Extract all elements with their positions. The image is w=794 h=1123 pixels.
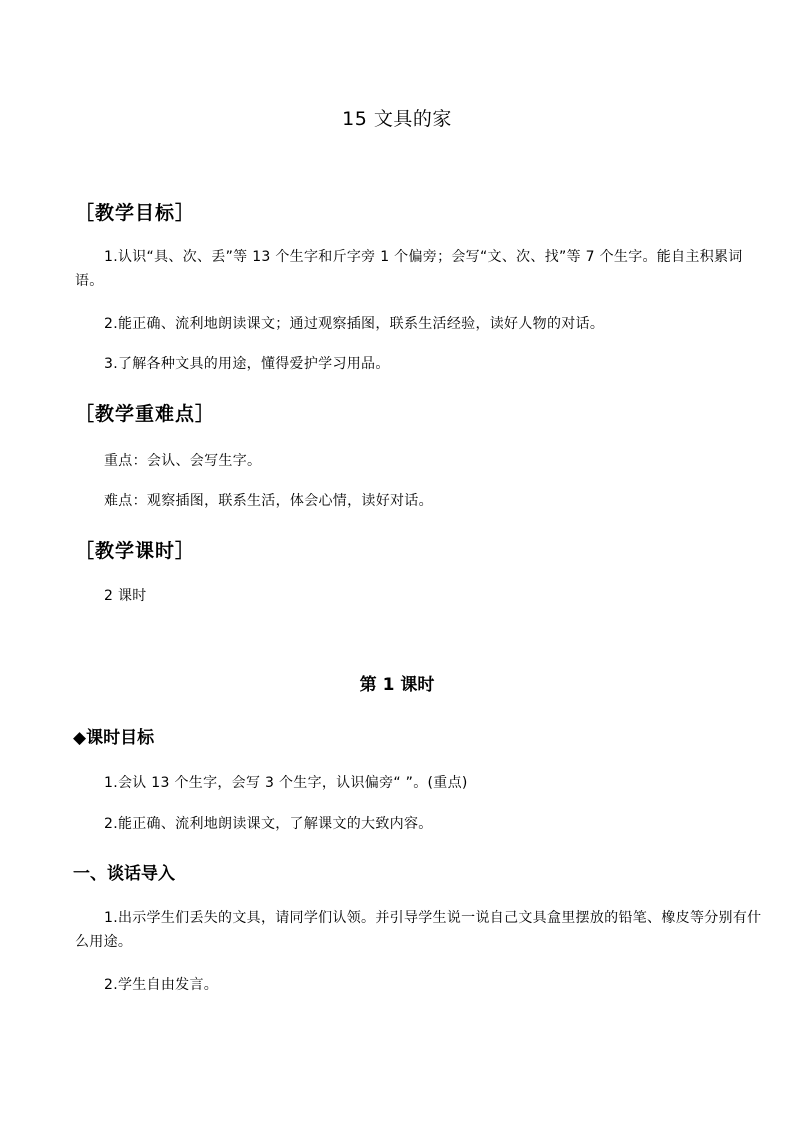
section-heading-key-points: ［教学重难点］	[75, 403, 216, 425]
section-heading-hours: ［教学课时］	[75, 540, 196, 562]
intro-item-1: 1.出示学生们丢失的文具，请同学们认领。并引导学生说一说自己文具盒里摆放的铅笔、橡皮等分别有什么用途。	[75, 910, 762, 950]
key-point-item-2: 难点：观察插图，联系生活，体会心情，读好对话。	[104, 493, 433, 509]
lesson-heading: 第 1 课时	[359, 675, 435, 695]
lesson-goal-item-1: 1.会认 13 个生字，会写 3 个生字，认识偏旁“ ”。(重点)	[104, 775, 468, 791]
part-heading-intro: 一、谈话导入	[73, 864, 175, 884]
document-title: 15 文具的家	[342, 108, 452, 130]
intro-item-2: 2.学生自由发言。	[104, 977, 219, 993]
key-point-item-1: 重点：会认、会写生字。	[104, 453, 262, 469]
goal-item-1: 1.认识“具、次、丢”等 13 个生字和斤字旁 1 个偏旁；会写“文、次、找”等 7 个生字。能自主积累词语。	[75, 249, 743, 289]
goal-item-3: 3.了解各种文具的用途，懂得爱护学习用品。	[104, 356, 390, 372]
lesson-goals-heading: ◆课时目标	[73, 728, 155, 748]
section-heading-goals: ［教学目标］	[75, 202, 196, 224]
goal-item-2: 2.能正确、流利地朗读课文；通过观察插图，联系生活经验，读好人物的对话。	[104, 316, 605, 332]
hours-item: 2 课时	[104, 588, 147, 604]
lesson-goal-item-2: 2.能正确、流利地朗读课文，了解课文的大致内容。	[104, 816, 433, 832]
